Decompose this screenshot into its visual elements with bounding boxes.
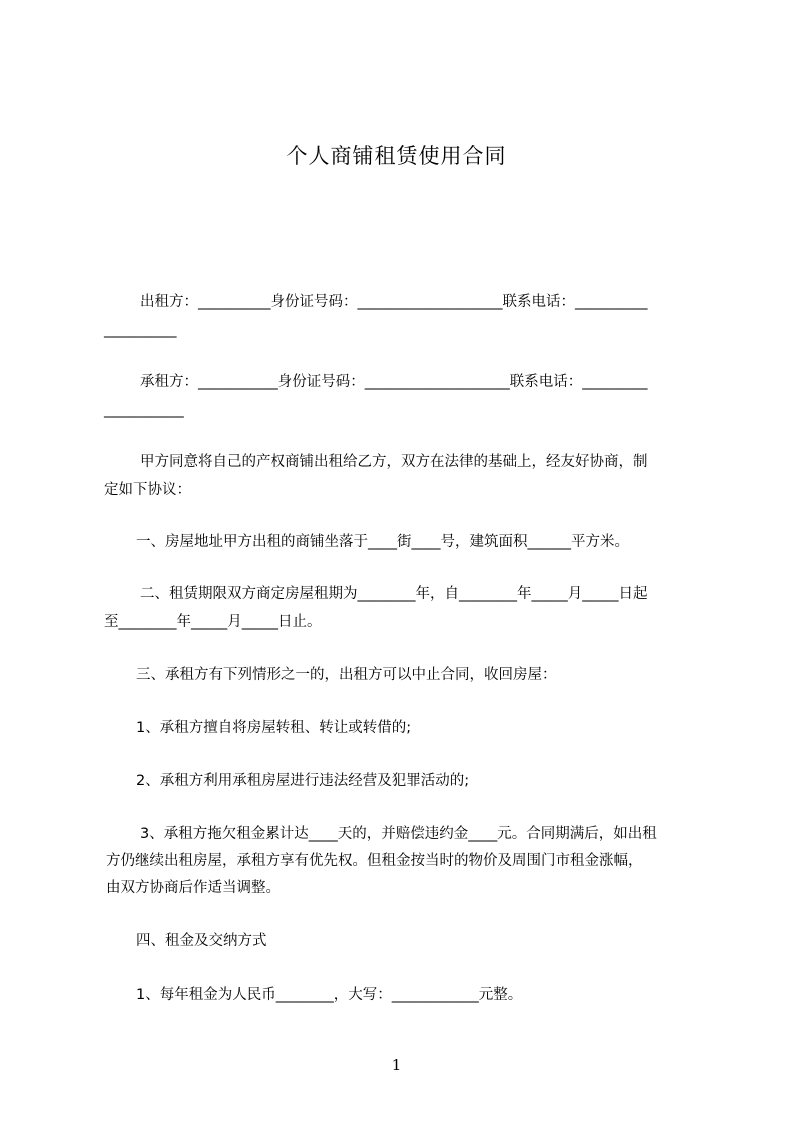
lessor-line: 出租方：__________身份证号码：____________________联系电话：__________ xyxy=(140,294,648,310)
clause-3-item-1: 1、承租方擅自将房屋转租、转让或转借的; xyxy=(136,720,412,736)
page-number: 1 xyxy=(391,1056,402,1074)
clause-3-item-3-continued: 方仍继续出租房屋，承租方享有优先权。但租金按当时的物价及周围门市租金涨幅， xyxy=(106,853,643,869)
page-title: 个人商铺租赁使用合同 xyxy=(286,144,507,168)
intro-paragraph: 甲方同意将自己的产权商铺出租给乙方，双方在法律的基础上，经友好协商，制 xyxy=(140,454,648,470)
clause-4-item-1: 1、每年租金为人民币________，大写：____________元整。 xyxy=(136,987,523,1003)
clause-3-heading: 三、承租方有下列情形之一的，出租方可以中止合同，收回房屋： xyxy=(136,667,557,683)
clause-2-continued: 至________年_____月_____日止。 xyxy=(104,614,322,630)
clause-2: 二、租赁期限双方商定房屋租期为________年，自________年_____月_____日起 xyxy=(140,586,648,602)
clause-4-heading: 四、租金及交纳方式 xyxy=(136,933,267,949)
lessor-line-continued: __________ xyxy=(104,322,177,338)
lessee-line-continued: ___________ xyxy=(104,402,184,418)
lessee-line: 承租方：___________身份证号码：____________________联系电话：_________ xyxy=(140,374,648,390)
clause-3-item-3: 3、承租方拖欠租金累计达____天的，并赔偿违约金____元。合同期满后，如出租 xyxy=(140,826,657,842)
clause-3-item-3-end: 由双方协商后作适当调整。 xyxy=(106,880,280,896)
clause-3-item-2: 2、承租方利用承租房屋进行违法经营及犯罪活动的; xyxy=(136,773,470,789)
intro-paragraph-continued: 定如下协议： xyxy=(104,482,191,498)
clause-1: 一、房屋地址甲方出租的商铺坐落于____街____号，建筑面积______平方米。 xyxy=(136,534,629,550)
